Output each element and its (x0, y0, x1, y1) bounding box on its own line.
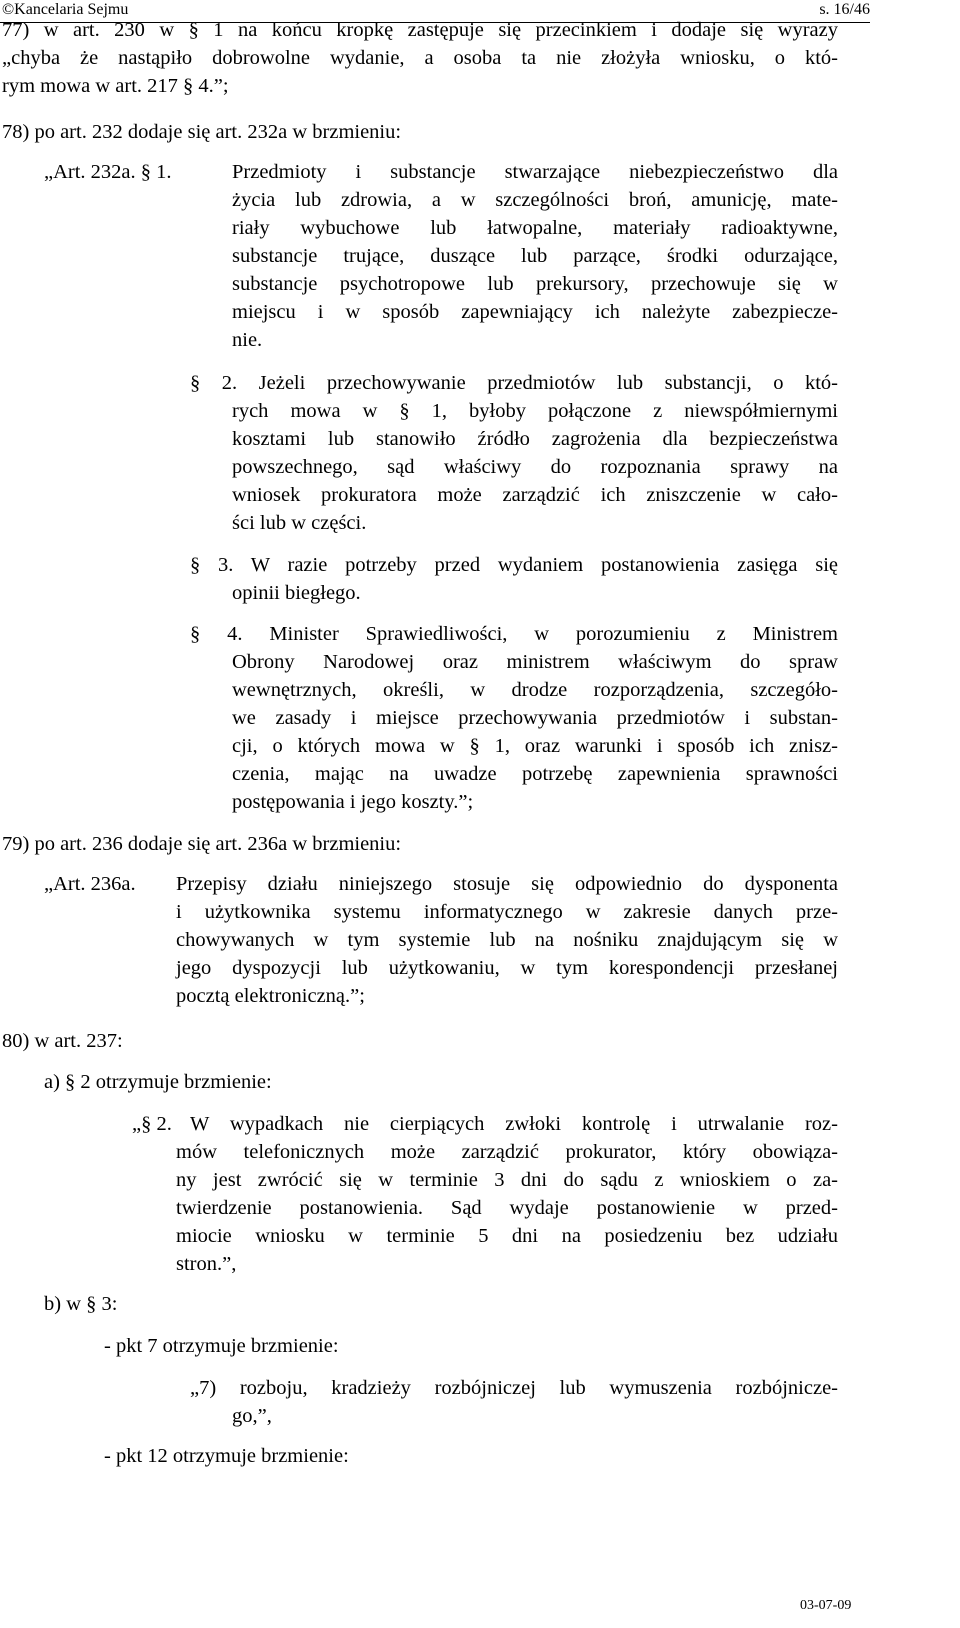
article-232a-label: „Art. 232a. § 1. (44, 161, 172, 183)
text-line: 77) w art. 230 w § 1 na końcu kropkę zastępuje się przecinkiem i dodaje się wyrazy (2, 19, 838, 41)
text-line: powszechnego, sąd właściwy do rozpoznania sprawy na (232, 456, 838, 478)
text-line: „chyba że nastąpiło dobrowolne wydanie, a osoba ta nie złożyła wniosku, o któ- (2, 47, 838, 69)
text-line: kosztami lub stanowiło źródło zagrożenia dla bezpieczeństwa (232, 428, 838, 450)
text-line: twierdzenie postanowienia. Sąd wydaje postanowienie w przed- (176, 1197, 838, 1219)
text-line: chowywanych w tym systemie lub na nośniku znajdującym się w (176, 929, 838, 951)
subitem-b-intro: b) w § 3: (44, 1293, 118, 1315)
article-232a-par2-cont (232, 397, 838, 537)
text-line: go,”, (232, 1405, 272, 1427)
text-line: Przepisy działu niniejszego stosuje się odpowiednio do dysponenta (176, 873, 838, 895)
text-line: życia lub zdrowia, a w szczególności broń, amunicję, mate- (232, 189, 838, 211)
pkt-7-text (190, 1374, 838, 1402)
pkt-7-text-cont (232, 1402, 838, 1430)
text-line: riały wybuchowe lub łatwopalne, materiały radioaktywne, (232, 217, 838, 239)
pkt-12-intro: - pkt 12 otrzymuje brzmienie: (104, 1445, 349, 1467)
footer-date: 03-07-09 (800, 1598, 852, 1613)
text-line: nie. (232, 329, 263, 351)
item-80-intro: 80) w art. 237: (2, 1030, 123, 1052)
text-line: Obrony Narodowej oraz ministrem właściwym do spraw (232, 651, 838, 673)
publisher-label: ©Kancelaria Sejmu (2, 1, 129, 18)
text-line: § 3. W razie potrzeby przed wydaniem postanowienia zasięga się (190, 554, 838, 576)
text-line: rym mowa w art. 217 § 4.”; (2, 75, 229, 97)
text-line: ści lub w części. (232, 512, 367, 534)
text-line: rych mowa w § 1, byłoby połączone z niewspółmiernymi (232, 400, 838, 422)
article-232a-par1 (232, 158, 838, 354)
article-236a-label: „Art. 236a. (44, 873, 136, 895)
text-line: pocztą elektroniczną.”; (176, 985, 365, 1007)
text-line: cji, o których mowa w § 1, oraz warunki i sposób ich znisz- (232, 735, 838, 757)
text-line: postępowania i jego koszty.”; (232, 791, 474, 813)
text-line: ny jest zwrócić się w terminie 3 dni do sądu z wnioskiem o za- (176, 1169, 838, 1191)
text-line: W wypadkach nie cierpiących zwłoki kontrolę i utrwalanie roz- (190, 1113, 838, 1135)
item-78-intro: 78) po art. 232 dodaje się art. 232a w brzmieniu: (2, 121, 402, 143)
text-line: § 2. Jeżeli przechowywanie przedmiotów lub substancji, o któ- (190, 372, 838, 394)
text-line: stron.”, (176, 1253, 237, 1275)
page-number: s. 16/46 (819, 1, 870, 18)
paragraph-2-label: „§ 2. (132, 1113, 172, 1135)
text-line: we zasady i miejsce przechowywania przedmiotów i substan- (232, 707, 838, 729)
article-236a-text (176, 870, 838, 1010)
text-line: § 4. Minister Sprawiedliwości, w porozumieniu z Ministrem (190, 623, 838, 645)
article-232a-par4 (190, 620, 838, 648)
text-line: substancje psychotropowe lub prekursory, przechowuje się w (232, 273, 838, 295)
pkt-7-intro: - pkt 7 otrzymuje brzmienie: (104, 1335, 339, 1357)
paragraph-2-text-cont (176, 1138, 838, 1278)
text-line: „7) rozboju, kradzieży rozbójniczej lub wymuszenia rozbójnicze- (190, 1377, 838, 1399)
text-line: substancje trujące, duszące lub parzące, środki odurzające, (232, 245, 838, 267)
text-line: mów telefonicznych może zarządzić prokurator, który obowiąza- (176, 1141, 838, 1163)
article-232a-par4-cont (232, 648, 838, 816)
paragraph-2-text (190, 1110, 838, 1138)
text-line: i użytkownika systemu informatycznego w zakresie danych prze- (176, 901, 838, 923)
text-line: wniosek prokuratora może zarządzić ich zniszczenie w cało- (232, 484, 838, 506)
item-79-intro: 79) po art. 236 dodaje się art. 236a w brzmieniu: (2, 833, 402, 855)
text-line: jego dyspozycji lub użytkowaniu, w tym korespondencji przesłanej (176, 957, 838, 979)
text-line: opinii biegłego. (232, 582, 361, 604)
article-232a-par2 (190, 369, 838, 397)
subitem-a-intro: a) § 2 otrzymuje brzmienie: (44, 1071, 272, 1093)
text-line: Przedmioty i substancje stwarzające niebezpieczeństwo dla (232, 161, 838, 183)
text-line: miocie wniosku w terminie 5 dni na posiedzeniu bez udziału (176, 1225, 838, 1247)
item-77 (2, 16, 838, 100)
article-232a-par3 (190, 551, 838, 579)
text-line: czenia, mając na uwadze potrzebę zapewnienia sprawności (232, 763, 838, 785)
text-line: miejscu i w sposób zapewniający ich należyte zabezpiecze- (232, 301, 838, 323)
text-line: wewnętrznych, określi, w drodze rozporządzenia, szczegóło- (232, 679, 838, 701)
article-232a-par3-cont (232, 579, 838, 607)
